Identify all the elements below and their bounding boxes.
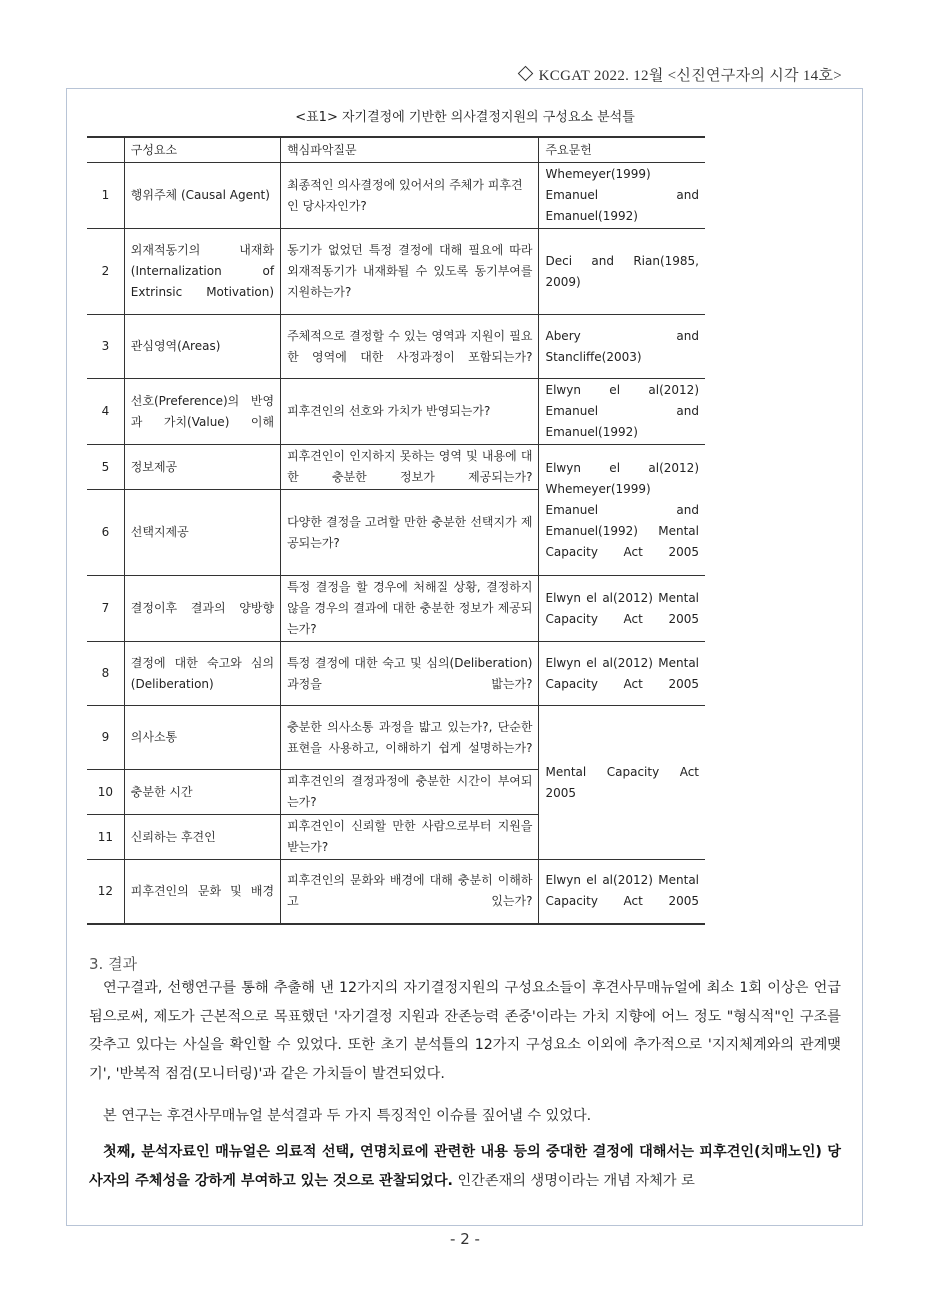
row-reference: Elwyn el al(2012) Mental Capacity Act 2005: [539, 642, 705, 706]
row-question: 주체적으로 결정할 수 있는 영역과 지원이 필요한 영역에 대한 사정과정이 포함되는가?: [281, 315, 539, 379]
row-num: 11: [87, 815, 124, 860]
table-caption: <표1> 자기결정에 기반한 의사결정지원의 구성요소 분석틀: [295, 110, 635, 125]
row-num: 8: [87, 642, 124, 706]
row-reference: Elwyn el al(2012) Mental Capacity Act 2005: [539, 860, 705, 924]
row-question: 피후견인의 결정과정에 충분한 시간이 부여되는가?: [281, 770, 539, 815]
row-component: 충분한 시간: [124, 770, 280, 815]
table-header-row: [87, 137, 705, 163]
row-reference: Abery and Stancliffe(2003): [539, 315, 705, 379]
row-num: 2: [87, 229, 124, 315]
table-row: [87, 445, 705, 490]
row-component: 결정이후 결과의 양방향: [124, 576, 280, 642]
row-component: 외재적동기의 내재화 (Internalization of Extrinsic Motivation): [124, 229, 280, 315]
row-question: 충분한 의사소통 과정을 밟고 있는가?, 단순한 표현을 사용하고, 이해하기 쉽게 설명하는가?: [281, 706, 539, 770]
header-component: 구성요소: [124, 137, 280, 163]
row-component: 행위주체 (Causal Agent): [124, 163, 280, 229]
paragraph-issues: 본 연구는 후견사무매뉴얼 분석결과 두 가지 특징적인 이슈를 짚어낼 수 있었다.: [103, 1108, 592, 1124]
page-header: [520, 64, 842, 85]
header-reference: 주요문헌: [539, 137, 705, 163]
row-component: 신뢰하는 후견인: [124, 815, 280, 860]
table-row: [87, 642, 705, 706]
analysis-table: [87, 136, 705, 925]
diamond-icon: [517, 66, 533, 82]
row-component: 선호(Preference)의 반영과 가치(Value) 이해: [124, 379, 280, 445]
table-row: [87, 860, 705, 924]
row-num: 5: [87, 445, 124, 490]
section-title: 3. 결과: [89, 955, 138, 973]
row-question: 특정 결정을 할 경우에 처해질 상황, 결정하지 않을 경우의 결과에 대한 충분한 정보가 제공되는가?: [281, 576, 539, 642]
row-num: 10: [87, 770, 124, 815]
row-num: 1: [87, 163, 124, 229]
paragraph-first-issue: [89, 1138, 841, 1195]
row-question: 피후견인이 인지하지 못하는 영역 및 내용에 대한 충분한 정보가 제공되는가?: [281, 445, 539, 490]
row-num: 3: [87, 315, 124, 379]
row-component: 의사소통: [124, 706, 280, 770]
table-row: [87, 315, 705, 379]
row-num: 4: [87, 379, 124, 445]
row-question: 동기가 없었던 특정 결정에 대해 필요에 따라 외재적동기가 내재화될 수 있도록 동기부여를 지원하는가?: [281, 229, 539, 315]
paragraph-first-issue-rest: 인간존재의 생명이라는 개념 자체가 로: [452, 1172, 695, 1189]
row-num: 7: [87, 576, 124, 642]
row-reference: Elwyn el al(2012) Mental Capacity Act 2005: [539, 576, 705, 642]
row-num: 12: [87, 860, 124, 924]
header-question: 핵심파악질문: [281, 137, 539, 163]
row-component: 정보제공: [124, 445, 280, 490]
table-row: [87, 229, 705, 315]
row-reference: Mental Capacity Act 2005: [539, 706, 705, 860]
row-reference: Elwyn el al(2012) Emanuel and Emanuel(1992): [539, 379, 705, 445]
row-reference: Deci and Rian(1985, 2009): [539, 229, 705, 315]
row-question: 피후견인의 문화와 배경에 대해 충분히 이해하고 있는가?: [281, 860, 539, 924]
page-number: - 2 -: [450, 1230, 480, 1248]
row-num: 9: [87, 706, 124, 770]
row-question: 피후견인이 신뢰할 만한 사람으로부터 지원을 받는가?: [281, 815, 539, 860]
paragraph-results: 연구결과, 선행연구를 통해 추출해 낸 12가지의 자기결정지원의 구성요소들이 후견사무매뉴얼에 최소 1회 이상은 언급됨으로써, 제도가 근본적으로 목표했던 '자기결정 지원과 잔존능력 존중'이라는 가치 지향에 어느 정도 "형식적"인 구조를 갖추고 있다는 사실을 확인할 수 있었다. 또한 초기 분석틀의 12가지 구성요소 이외에 추가적으로 '지지체계와의 관계맺기', '반복적 점검(모니터링)'과 같은 가치들이 발견되었다.: [89, 980, 841, 1082]
row-component: 피후견인의 문화 및 배경: [124, 860, 280, 924]
table-row: [87, 163, 705, 229]
row-reference: Elwyn el al(2012) Whemeyer(1999) Emanuel and Emanuel(1992) Mental Capacity Act 2005: [539, 445, 705, 576]
row-num: 6: [87, 490, 124, 576]
row-component: 결정에 대한 숙고와 심의(Deliberation): [124, 642, 280, 706]
row-question: 특정 결정에 대한 숙고 및 심의(Deliberation)과정을 밟는가?: [281, 642, 539, 706]
paragraph-first-issue-bold: 첫째, 분석자료인 매뉴얼은 의료적 선택, 연명치료에 관련한 내용 등의 중대한 결정에 대해서는 피후견인(치매노인) 당사자의 주체성을 강하게 부여하고 있는 것으로 관찰되었다.: [89, 1144, 841, 1189]
table-row: [87, 706, 705, 770]
row-component: 선택지제공: [124, 490, 280, 576]
row-question: 다양한 결정을 고려할 만한 충분한 선택지가 제공되는가?: [281, 490, 539, 576]
header-text: KCGAT 2022. 12월 <신진연구자의 시각 14호>: [538, 68, 842, 84]
header-num: [87, 137, 124, 163]
table-row: [87, 576, 705, 642]
row-question: 피후견인의 선호와 가치가 반영되는가?: [281, 379, 539, 445]
row-reference: Whemeyer(1999) Emanuel and Emanuel(1992): [539, 163, 705, 229]
table-row: [87, 379, 705, 445]
row-question: 최종적인 의사결정에 있어서의 주체가 피후견인 당사자인가?: [281, 163, 539, 229]
row-component: 관심영역(Areas): [124, 315, 280, 379]
